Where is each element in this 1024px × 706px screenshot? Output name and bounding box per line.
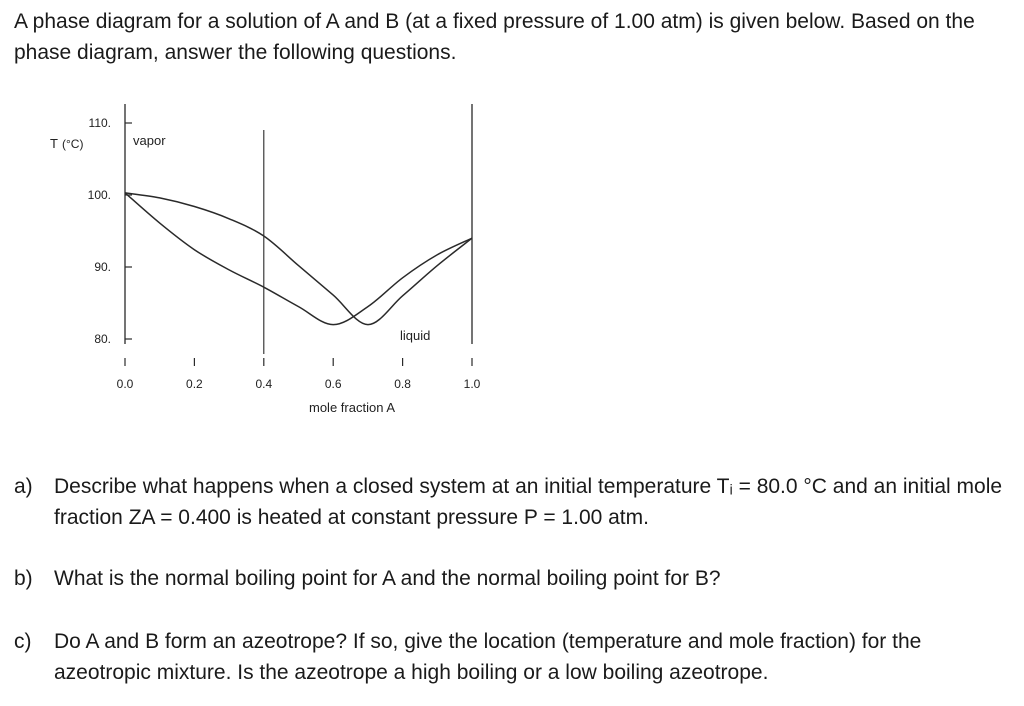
question-a-marker: a) [14,475,33,498]
x-tick-label: 0.2 [186,377,203,391]
y-axis-label-prefix: T [50,136,58,151]
vapor-curve [125,193,472,325]
chart-labels [50,116,481,415]
y-axis-label-unit: (°C) [62,137,84,151]
x-tick-label: 0.4 [255,377,273,391]
x-axis-label: mole fraction A [309,400,395,415]
y-tick-label: 100. [87,188,111,202]
chart-axes [125,104,472,366]
problem-intro: A phase diagram for a solution of A and B (at a fixed pressure of 1.00 atm) is given below. Based on the phase diagram, answer the following questions. [14,10,975,64]
liquid-region-label: liquid [400,328,431,343]
question-b-text: What is the normal boiling point for A and the normal boiling point for B? [54,567,721,590]
question-a-text: Describe what happens when a closed system at an initial temperature Tᵢ = 80.0 °C and an initial mole fraction ZA = 0.400 is heated at constant pressure P = 1.00 atm. [54,475,1003,529]
phase-diagram-svg [30,96,490,426]
phase-diagram [30,96,490,431]
x-tick-label: 0.6 [324,377,342,391]
question-c-marker: c) [14,630,32,653]
question-b [14,563,1014,594]
question-a [14,471,1014,533]
chart-curves [125,130,472,354]
x-tick-label: 0.8 [394,377,411,391]
x-tick-label: 0.0 [116,377,134,391]
y-tick-label: 80. [94,332,111,346]
question-b-marker: b) [14,567,33,590]
x-tick-label: 1.0 [463,377,481,391]
vapor-region-label: vapor [133,133,166,148]
y-tick-label: 90. [94,260,111,274]
liquid-curve [125,193,472,325]
y-tick-label: 110. [88,116,111,130]
question-c [14,626,1014,688]
question-c-text: Do A and B form an azeotrope? If so, give the location (temperature and mole fraction) for the azeotropic mixture. Is the azeotrope a high boiling or a low boiling azeotrope. [54,630,922,684]
